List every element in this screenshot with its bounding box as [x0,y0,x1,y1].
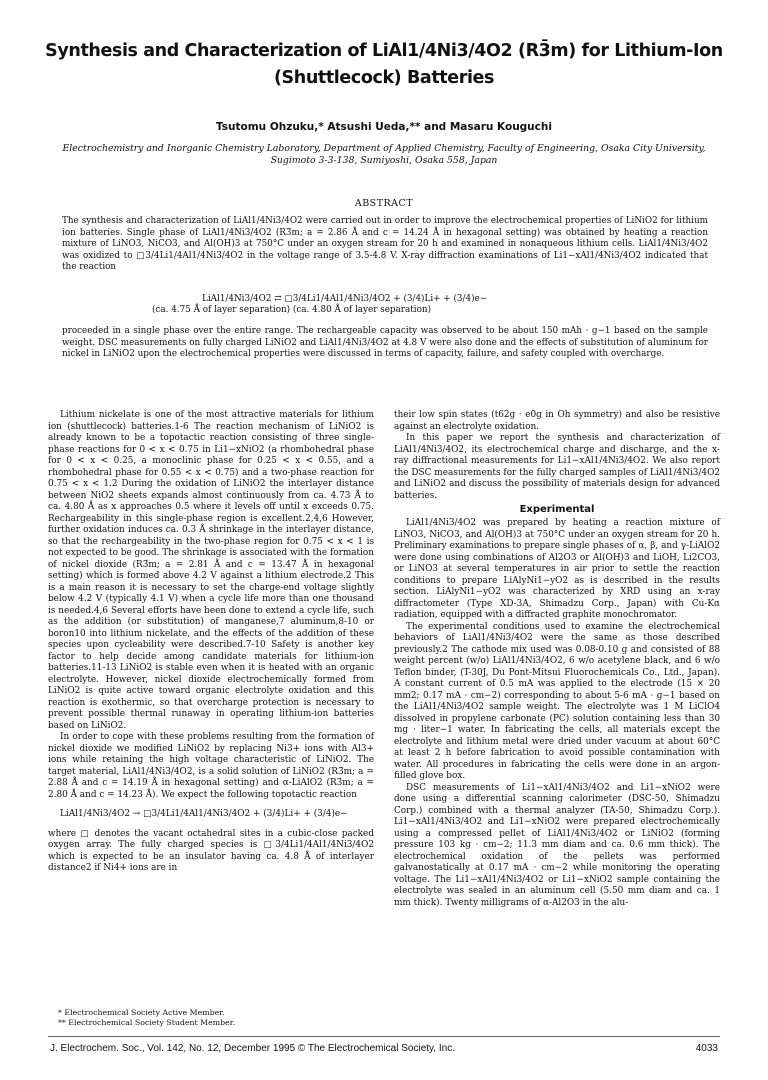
body-paragraph: their low spin states (t62g · e0g in Oh symmetry) and also be resistive against an electrolyte oxidation. [394,410,720,432]
footer-rule [48,1036,720,1037]
journal-citation: J. Electrochem. Soc., Vol. 142, No. 12, December 1995 © The Electrochemical Society, Inc. [50,1043,455,1054]
page-number: 4033 [695,1043,718,1054]
section-heading-experimental: Experimental [519,504,595,515]
footnote: * Electrochemical Society Active Member. [58,1008,225,1017]
left-column [48,410,374,875]
body-paragraph: DSC measurements of Li1−xAl1/4Ni3/4O2 and Li1−xNiO2 were done using a differential scanning calorimeter (DSC-50, Shimadzu Corp.) combined with a thermal analyzer (TA-50, Shimadzu Corp.). Li1−xAl1/4Ni3/4O2 and Li1−xNiO2 were prepared electrochemically using a compressed pellet of LiAl1/4Ni3/4O2 or LiNiO2 (forming pressure 103 kg · cm−2; 11.3 mm diam and ca. 0.6 mm thick). The electrochemical oxidation of the pellets was performed galvanostatically at 0.17 mA · cm−2 while monitoring the operating voltage. The Li1−xAl1/4Ni3/4O2 or Li1−xNiO2 sample containing the electrolyte was sealed in an aluminum cell (5.50 mm diam and ca. 1 mm thick). Twenty milligrams of α-Al2O3 in the alu- [394,782,720,908]
author-affiliation: Electrochemistry and Inorganic Chemistry Laboratory, Department of Applied Chemistry, Faculty of Engineering, Osaka City University, Sugimoto 3-3-138, Sumiyoshi, Osaka 558, Japan [62,143,706,166]
body-paragraph: where □ denotes the vacant octahedral sites in a cubic-close packed oxygen array. The fully charged species is □3/4Li1/4Al1/4Ni3/4O2 which is expected to be an insulator having ca. 4.8 Å of interlayer distance2 if Ni4+ ions are in [48,828,374,873]
abstract-paragraph-2: proceeded in a single phase over the entire range. The rechargeable capacity was observed to be about 150 mAh · g−1 based on the sample weight. DSC measurements on fully charged LiNiO2 and LiAl1/4Ni3/4O2 at 4.8 V were also done and the effects of substitution of aluminum for nickel in LiNiO2 upon the electrochemical properties were discussed in terms of capacity, failure, and safety coupled with overcharge. [62,326,708,360]
footnotes [58,1008,358,1028]
abstract-paragraph-1: The synthesis and characterization of LiAl1/4Ni3/4O2 were carried out in order to improve the electrochemical properties of LiNiO2 for lithium ion batteries. Single phase of LiAl1/4Ni3/4O2 (R3̄m; a = 2.86 Å and c = 14.24 Å in hexagonal setting) was obtained by heating a reaction mixture of LiNO3, NiCO3, and Al(OH)3 at 750°C under an oxygen stream for 20 h and examined in nonaqueous lithium cells. LiAl1/4Ni3/4O2 was oxidized to □3/4Li1/4Al1/4Ni3/4O2 in the voltage range of 3.5-4.8 V. X-ray diffraction examinations of Li1−xAl1/4Ni3/4O2 indicated that the reaction [62,216,708,273]
paper-title: Synthesis and Characterization of LiAl1/4Ni3/4O2 (R3̄m) for Lithium-Ion (Shuttlecock) Batteries [45,41,723,88]
footnote: ** Electrochemical Society Student Member. [58,1018,236,1027]
body-paragraph: The experimental conditions used to examine the electrochemical behaviors of LiAl1/4Ni3/4O2 were the same as those described previously.2 The cathode mix used was 0.08-0.10 g and consisted of 88 weight percent (w/o) LiAl1/4Ni3/4O2, 6 w/o acetylene black, and 6 w/o Teflon binder, (T-30J, Du Pont-Mitsui Fluorochemicals Co., Ltd., Japan). A constant current of 0.5 mA was applied to the electrode (15 × 20 mm2; 0.17 mA · cm−2) corresponding to about 5-6 mA · g−1 based on the LiAl1/4Ni3/4O2 sample weight. The electrolyte was 1 M LiClO4 dissolved in propylene carbonate (PC) solution containing less than 30 mg · liter−1 water. In fabricating the cells, all materials except the electrolyte and lithium metal were dried under vacuum at about 60°C at least 2 h before fabrication to avoid possible contamination with water. All procedures in fabricating the cells were done in an argon-filled glove box. [394,621,720,781]
abstract-equation: LiAl1/4Ni3/4O2 ⇄ □3/4Li1/4Al1/4Ni3/4O2 + (3/4)Li+ + (3/4)e− [202,294,488,304]
right-column [394,410,720,909]
reaction-equation: LiAl1/4Ni3/4O2 → □3/4Li1/4Al1/4Ni3/4O2 + (3/4)Li+ + (3/4)e− [60,809,348,819]
abstract-equation-note: (ca. 4.75 Å of layer separation) (ca. 4.80 Å of layer separation) [152,305,431,315]
body-paragraph: Lithium nickelate is one of the most attractive materials for lithium ion (shuttlecock) batteries.1-6 The reaction mechanism of LiNiO2 is already known to be a topotactic reaction consisting of three single-phase reactions for 0 < x < 0.75 in Li1−xNiO2 (a rhombohedral phase for 0 < x < 0.25, a monoclinic phase for 0.25 < x < 0.55, and a rhombohedral phase for 0.55 < x < 0.75) and a two-phase reaction for 0.75 < x < 1.2 During the oxidation of LiNiO2 the interlayer distance between NiO2 sheets expands almost continuously from ca. 4.73 Å to ca. 4.80 Å as x approaches 0.5 where it levels off until x exceeds 0.75. Rechargeability in this single-phase region is excellent.2,4,6 However, further oxidation induces ca. 0.3 Å shrinkage in the interlayer distance, so that the rechargeability in the two-phase region for 0.75 < x < 1 is not expected to be good. The shrinkage is associated with the formation of nickel dioxide (R3̄m; a = 2.81 Å and c = 13.47 Å in hexagonal setting) which is formed above 4.2 V against a lithium electrode.2 This is a main reason it is necessary to set the charge-end voltage slightly below 4.2 V (typically 4.1 V) when a cycle life more than one thousand is needed.4,6 Several efforts have been done to extend a cycle life, such as the addition (or substitution) of manganese,7 aluminum,8-10 or boron10 into lithium nickelate, and the effects of the addition of these species upon cycleability were described.7-10 Safety is another key factor to help decide among candidate materials for lithium-ion batteries.11-13 LiNiO2 is stable even when it is heated with an organic electrolyte. However, nickel dioxide electrochemically formed from LiNiO2 is quite active toward organic electrolyte oxidation and this reaction is exothermic, so that overcharge protection is necessary to prevent possible thermal runaway in operating lithium-ion batteries based on LiNiO2. [48,410,374,731]
author-list: Tsutomu Ohzuku,* Atsushi Ueda,** and Masaru Kouguchi [216,121,552,133]
body-paragraph: In this paper we report the synthesis and characterization of LiAl1/4Ni3/4O2, its electrochemical charge and discharge, and the x-ray diffractional measurements for Li1−xAl1/4Ni3/4O2. We also report the DSC measurements for the fully charged samples of LiAl1/4Ni3/4O2 and LiNiO2 and discuss the possibility of materials design for advanced batteries. [394,433,720,501]
abstract-heading: ABSTRACT [354,198,414,209]
body-paragraph: In order to cope with these problems resulting from the formation of nickel dioxide we modified LiNiO2 by replacing Ni3+ ions with Al3+ ions while retaining the high voltage characteristic of LiNiO2. The target material, LiAl1/4Ni3/4O2, is a solid solution of LiNiO2 (R3̄m; a = 2.88 Å and c = 14.19 Å in hexagonal setting) and α-LiAlO2 (R3̄m; a = 2.80 Å and c = 14.23 Å). We expect the following topotactic reaction [48,732,374,800]
body-paragraph: LiAl1/4Ni3/4O2 was prepared by heating a reaction mixture of LiNO3, NiCO3, and Al(OH)3 at 750°C under an oxygen stream for 20 h. Preliminary examinations to prepare single phases of α, β, and γ-LiAlO2 were done using combinations of Al2O3 or Al(OH)3 and LiOH, Li2CO3, or LiNO3 at several temperatures in air prior to settle the reaction conditions to prepare LiAlyNi1−yO2 as is described in the results section. LiAlyNi1−yO2 was characterized by XRD using an x-ray diffractometer (Type XD-3A, Shimadzu Corp., Japan) with Cu-Kα radiation, equipped with a diffracted graphite monochromator. [394,518,720,620]
